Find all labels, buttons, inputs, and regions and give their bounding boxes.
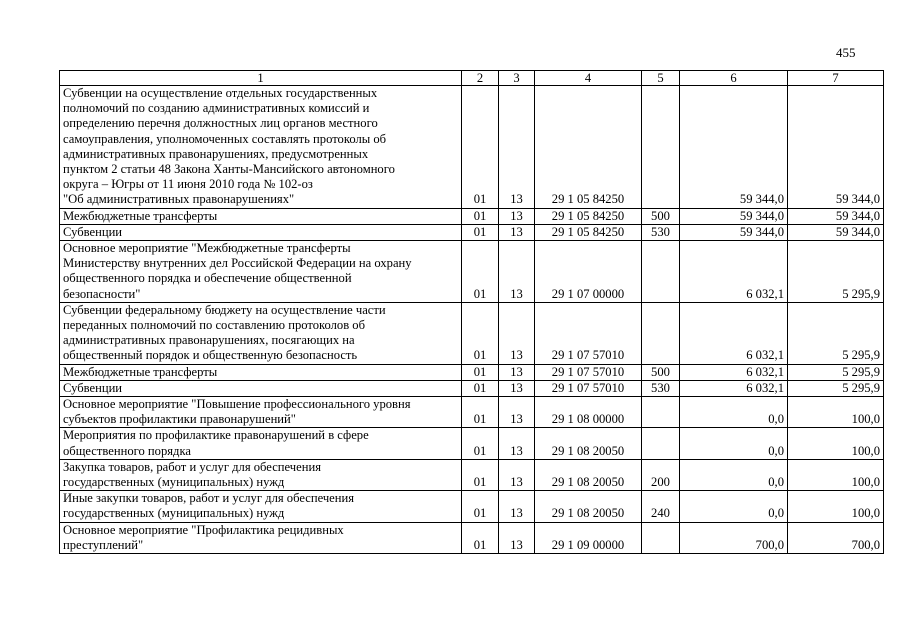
subsection-code-cell: 13 [499, 397, 535, 428]
row-name-cell [60, 224, 462, 240]
section-code-cell: 01 [462, 380, 499, 396]
amount-col6-cell: 700,0 [680, 522, 788, 553]
amount-col6-cell: 0,0 [680, 491, 788, 522]
section-code-cell: 01 [462, 491, 499, 522]
table-row [60, 522, 884, 553]
subsection-code-cell: 13 [499, 302, 535, 364]
section-code-cell: 01 [462, 224, 499, 240]
target-article-cell: 29 1 07 57010 [535, 380, 642, 396]
table-row [60, 302, 884, 364]
expense-type-cell: 530 [642, 224, 680, 240]
amount-col6-cell: 6 032,1 [680, 380, 788, 396]
row-name-line: общественный порядок и общественную безопасность [63, 348, 358, 363]
budget-table [59, 70, 884, 554]
column-header: 4 [535, 71, 642, 86]
column-header: 2 [462, 71, 499, 86]
page-number: 455 [836, 45, 856, 60]
amount-col6-cell: 6 032,1 [680, 241, 788, 303]
amount-col7-cell: 5 295,9 [788, 241, 884, 303]
row-name-line: самоуправления, уполномоченных составлять протоколы об [63, 131, 387, 146]
column-header: 5 [642, 71, 680, 86]
row-name-line: Министерству внутренних дел Российской Федерации на охрану [63, 256, 412, 271]
target-article-cell: 29 1 07 57010 [535, 364, 642, 380]
amount-col6-cell: 6 032,1 [680, 302, 788, 364]
amount-col7-cell: 100,0 [788, 459, 884, 490]
section-code-cell: 01 [462, 241, 499, 303]
row-name-cell [60, 86, 462, 209]
expense-type-cell [642, 397, 680, 428]
row-name-line: округа – Югры от 11 июня 2010 года № 102-оз [63, 177, 313, 192]
amount-col6-cell: 59 344,0 [680, 224, 788, 240]
target-article-cell: 29 1 07 57010 [535, 302, 642, 364]
row-name-cell [60, 459, 462, 490]
row-name-line: Субвенции [63, 380, 123, 395]
amount-col7-cell: 700,0 [788, 522, 884, 553]
row-name-line: пунктом 2 статьи 48 Закона Ханты-Мансийского автономного [63, 162, 395, 177]
row-name-line: Мероприятия по профилактике правонарушений в сфере [63, 428, 369, 443]
row-name-line: Субвенции федеральному бюджету на осуществление части [63, 302, 386, 317]
table-row [60, 86, 884, 209]
subsection-code-cell: 13 [499, 459, 535, 490]
column-header: 1 [60, 71, 462, 86]
table-row [60, 491, 884, 522]
row-name-cell [60, 302, 462, 364]
amount-col6-cell: 0,0 [680, 397, 788, 428]
table-row [60, 397, 884, 428]
expense-type-cell [642, 428, 680, 459]
row-name-line: Закупка товаров, работ и услуг для обеспечения [63, 459, 322, 474]
subsection-code-cell: 13 [499, 241, 535, 303]
row-name-line: административных правонарушениях, предусмотренных [63, 146, 369, 161]
section-code-cell: 01 [462, 302, 499, 364]
row-name-line: общественного порядка [63, 443, 191, 458]
row-name-line: государственных (муниципальных) нужд [63, 475, 285, 490]
row-name-line: безопасности" [63, 286, 141, 301]
section-code-cell: 01 [462, 364, 499, 380]
row-name-line: общественного порядка и обеспечение общественной [63, 271, 352, 286]
row-name-line: Основное мероприятие "Профилактика рецидивных [63, 522, 344, 537]
row-name-line: субъектов профилактики правонарушений" [63, 412, 296, 427]
subsection-code-cell: 13 [499, 491, 535, 522]
subsection-code-cell: 13 [499, 224, 535, 240]
row-name-line: преступлений" [63, 537, 144, 552]
amount-col7-cell: 5 295,9 [788, 302, 884, 364]
expense-type-cell: 500 [642, 364, 680, 380]
row-name-line: Основное мероприятие "Повышение профессионального уровня [63, 397, 411, 412]
subsection-code-cell: 13 [499, 86, 535, 209]
expense-type-cell [642, 86, 680, 209]
section-code-cell: 01 [462, 208, 499, 224]
row-name-line: Субвенции [63, 224, 123, 239]
amount-col6-cell: 0,0 [680, 459, 788, 490]
row-name-line: административных правонарушениях, посягающих на [63, 333, 355, 348]
section-code-cell: 01 [462, 86, 499, 209]
row-name-line: переданных полномочий по составлению протоколов об [63, 318, 365, 333]
table-header-row [60, 71, 884, 86]
row-name-cell [60, 241, 462, 303]
section-code-cell: 01 [462, 522, 499, 553]
table-row [60, 380, 884, 396]
amount-col6-cell: 59 344,0 [680, 208, 788, 224]
amount-col7-cell: 59 344,0 [788, 224, 884, 240]
target-article-cell: 29 1 08 20050 [535, 491, 642, 522]
row-name-line: полномочий по созданию административных комиссий и [63, 101, 370, 116]
row-name-cell [60, 208, 462, 224]
section-code-cell: 01 [462, 459, 499, 490]
column-header: 3 [499, 71, 535, 86]
row-name-cell [60, 397, 462, 428]
amount-col7-cell: 100,0 [788, 397, 884, 428]
row-name-line: Субвенции на осуществление отдельных государственных [63, 86, 378, 100]
amount-col7-cell: 59 344,0 [788, 86, 884, 209]
target-article-cell: 29 1 07 00000 [535, 241, 642, 303]
subsection-code-cell: 13 [499, 208, 535, 224]
table-row [60, 208, 884, 224]
amount-col6-cell: 6 032,1 [680, 364, 788, 380]
amount-col7-cell: 59 344,0 [788, 208, 884, 224]
table-row [60, 459, 884, 490]
target-article-cell: 29 1 05 84250 [535, 208, 642, 224]
subsection-code-cell: 13 [499, 522, 535, 553]
amount-col7-cell: 5 295,9 [788, 364, 884, 380]
row-name-cell [60, 428, 462, 459]
row-name-cell [60, 491, 462, 522]
expense-type-cell: 200 [642, 459, 680, 490]
expense-type-cell: 500 [642, 208, 680, 224]
expense-type-cell [642, 522, 680, 553]
subsection-code-cell: 13 [499, 380, 535, 396]
table-row [60, 241, 884, 303]
target-article-cell: 29 1 05 84250 [535, 224, 642, 240]
row-name-line: Межбюджетные трансферты [63, 364, 218, 379]
column-header: 6 [680, 71, 788, 86]
amount-col7-cell: 5 295,9 [788, 380, 884, 396]
table-row [60, 364, 884, 380]
target-article-cell: 29 1 05 84250 [535, 86, 642, 209]
row-name-cell [60, 380, 462, 396]
row-name-line: Межбюджетные трансферты [63, 208, 218, 223]
row-name-line: Основное мероприятие "Межбюджетные трансферты [63, 241, 351, 256]
amount-col6-cell: 0,0 [680, 428, 788, 459]
target-article-cell: 29 1 08 20050 [535, 459, 642, 490]
target-article-cell: 29 1 08 20050 [535, 428, 642, 459]
expense-type-cell: 240 [642, 491, 680, 522]
target-article-cell: 29 1 09 00000 [535, 522, 642, 553]
row-name-cell [60, 522, 462, 553]
expense-type-cell [642, 241, 680, 303]
column-header: 7 [788, 71, 884, 86]
section-code-cell: 01 [462, 397, 499, 428]
amount-col7-cell: 100,0 [788, 428, 884, 459]
target-article-cell: 29 1 08 00000 [535, 397, 642, 428]
row-name-line: "Об административных правонарушениях" [63, 192, 295, 207]
section-code-cell: 01 [462, 428, 499, 459]
amount-col7-cell: 100,0 [788, 491, 884, 522]
amount-col6-cell: 59 344,0 [680, 86, 788, 209]
row-name-line: Иные закупки товаров, работ и услуг для обеспечения [63, 491, 355, 506]
table-row [60, 428, 884, 459]
row-name-line: определению перечня должностных лиц органов местного [63, 116, 378, 131]
expense-type-cell [642, 302, 680, 364]
row-name-cell [60, 364, 462, 380]
subsection-code-cell: 13 [499, 428, 535, 459]
subsection-code-cell: 13 [499, 364, 535, 380]
table-row [60, 224, 884, 240]
row-name-line: государственных (муниципальных) нужд [63, 506, 285, 521]
expense-type-cell: 530 [642, 380, 680, 396]
